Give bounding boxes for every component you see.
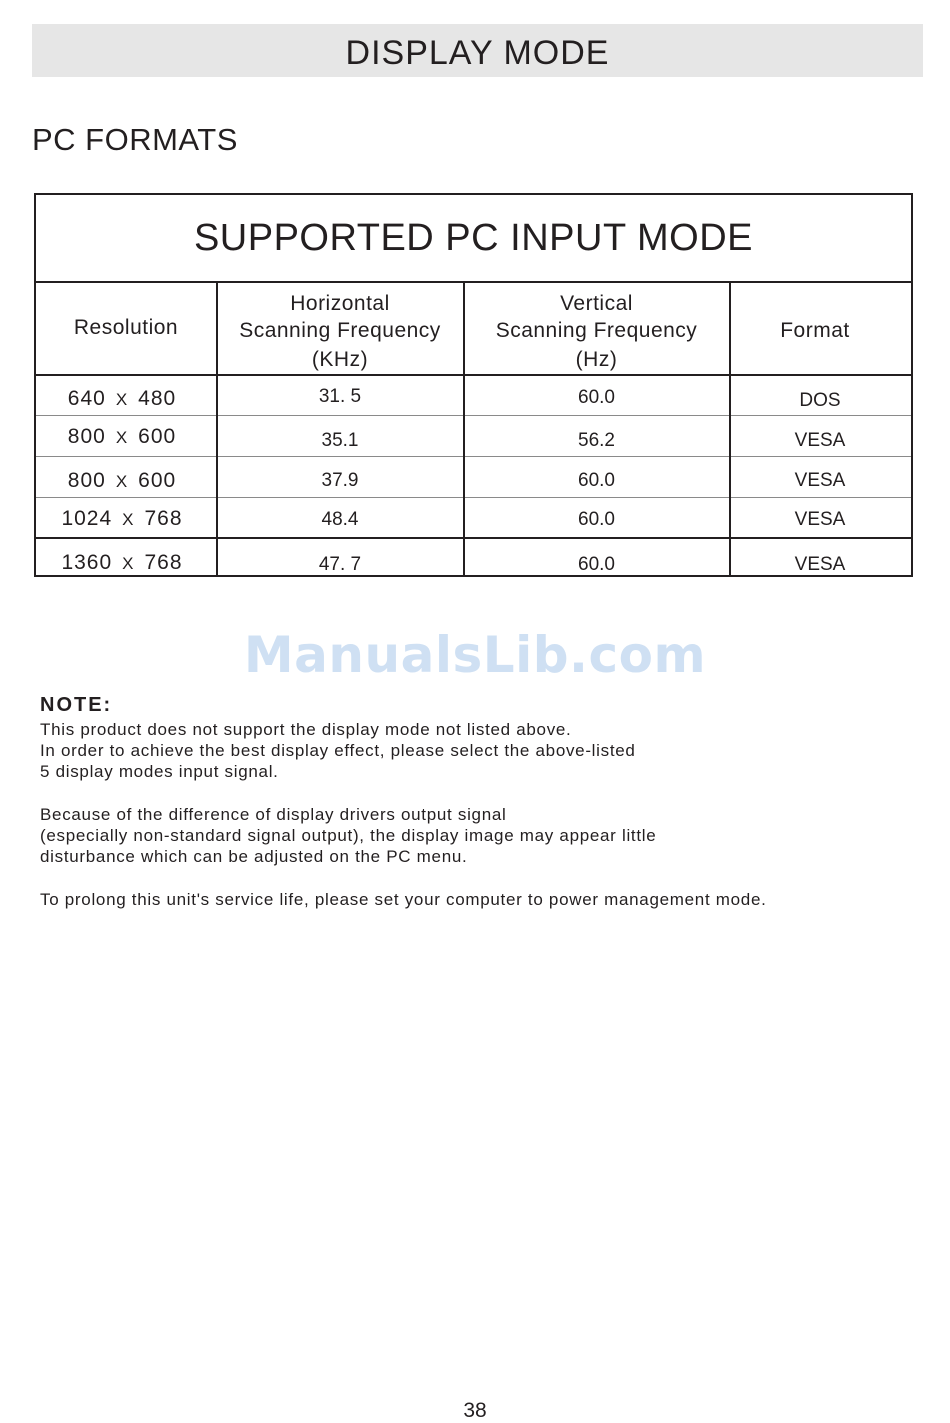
column-header-resolution: Resolution xyxy=(73,316,179,339)
res-separator: X xyxy=(122,554,135,573)
header-line: Vertical xyxy=(560,292,633,315)
watermark: ManualsLib.com xyxy=(243,626,707,684)
table-title: SUPPORTED PC INPUT MODE xyxy=(193,217,754,259)
column-header-vertical xyxy=(464,290,729,373)
note-line: disturbance which can be adjusted on the PC menu. xyxy=(40,847,468,866)
note-line: In order to achieve the best display effect, please select the above-listed xyxy=(40,741,636,760)
header-line: Scanning Frequency xyxy=(239,319,441,342)
table-row-format: DOS xyxy=(799,390,841,411)
table-divider xyxy=(36,415,911,416)
note-heading: NOTE: xyxy=(40,694,113,716)
res-width: 640 xyxy=(67,387,106,410)
column-header-horizontal xyxy=(217,290,463,373)
res-width: 1024 xyxy=(61,507,113,530)
table-row-resolution xyxy=(36,469,208,493)
note-line: (especially non-standard signal output), the display image may appear little xyxy=(40,826,657,845)
table-row-v-freq: 56.2 xyxy=(578,430,615,451)
res-separator: X xyxy=(115,390,129,409)
table-row-h-freq: 47. 7 xyxy=(318,554,362,575)
res-separator: X xyxy=(115,428,129,447)
table-divider xyxy=(36,374,911,376)
note-line: 5 display modes input signal. xyxy=(40,762,279,781)
note-line: To prolong this unit's service life, please set your computer to power management mode. xyxy=(40,890,767,909)
table-row-format: VESA xyxy=(794,470,846,491)
res-width: 800 xyxy=(67,469,106,492)
res-height: 600 xyxy=(138,425,177,448)
res-height: 768 xyxy=(144,551,183,574)
table-row-h-freq: 37.9 xyxy=(321,470,359,491)
table-row-resolution xyxy=(36,507,208,531)
header-line: (Hz) xyxy=(575,348,618,371)
table-row-v-freq: 60.0 xyxy=(578,470,615,491)
res-width: 800 xyxy=(67,425,106,448)
table-row-h-freq: 31. 5 xyxy=(318,386,362,407)
page-number: 38 xyxy=(463,1399,487,1422)
header-line: (KHz) xyxy=(311,348,369,371)
header-line: Horizontal xyxy=(290,292,390,315)
column-header-format: Format xyxy=(780,319,850,342)
table-row-format: VESA xyxy=(794,430,846,451)
page-header-title: DISPLAY MODE xyxy=(345,34,610,72)
section-title: PC FORMATS xyxy=(32,122,238,157)
header-line: Scanning Frequency xyxy=(495,319,698,342)
table-row-v-freq: 60.0 xyxy=(578,509,615,530)
res-height: 600 xyxy=(138,469,177,492)
res-width: 1360 xyxy=(61,551,113,574)
table-row-resolution xyxy=(36,387,208,411)
table-row-v-freq: 60.0 xyxy=(578,554,615,575)
table-row-resolution xyxy=(36,551,208,575)
pc-input-mode-table xyxy=(34,193,913,577)
note-line: This product does not support the display mode not listed above. xyxy=(40,720,572,739)
table-row-format: VESA xyxy=(794,509,846,530)
header-bar xyxy=(32,24,923,77)
table-divider xyxy=(36,281,911,283)
res-separator: X xyxy=(115,472,129,491)
res-separator: X xyxy=(122,510,135,529)
res-height: 768 xyxy=(144,507,183,530)
table-row-v-freq: 60.0 xyxy=(578,387,615,408)
table-row-h-freq: 35.1 xyxy=(321,430,359,451)
table-row-h-freq: 48.4 xyxy=(321,509,359,530)
table-divider xyxy=(36,497,911,498)
table-row-format: VESA xyxy=(794,554,846,575)
table-divider xyxy=(36,456,911,457)
res-height: 480 xyxy=(138,387,177,410)
table-row-resolution xyxy=(36,425,208,449)
table-divider xyxy=(36,537,911,539)
note-line: Because of the difference of display drivers output signal xyxy=(40,805,507,824)
